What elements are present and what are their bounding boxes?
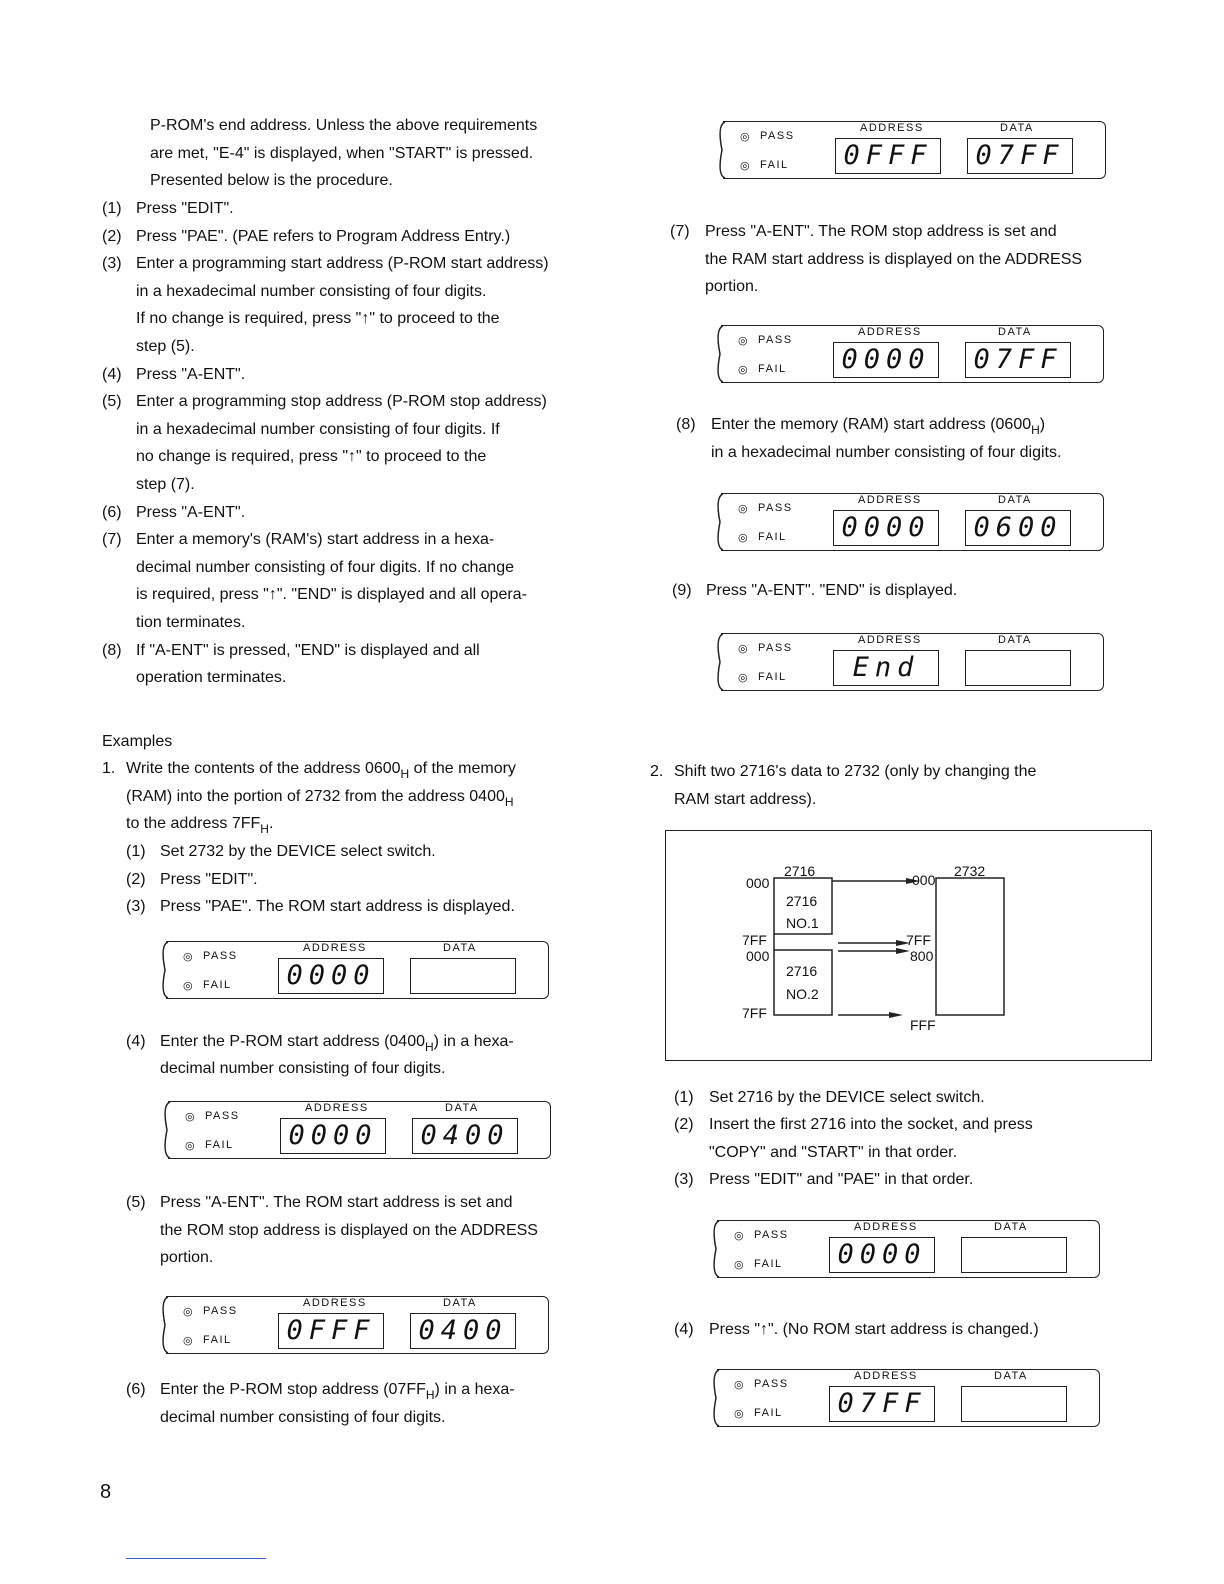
address-display <box>835 138 941 174</box>
pass-label: PASS <box>203 950 238 962</box>
intro-line: are met, "E-4" is displayed, when "START" is pressed. <box>150 144 534 162</box>
step-text: decimal number consisting of four digits. <box>160 1409 446 1426</box>
step-text: Press "EDIT". <box>160 871 258 888</box>
step-1 <box>102 195 592 223</box>
address-map-diagram <box>665 830 1152 1061</box>
step-text: the ROM stop address is displayed on the ADDRESS <box>160 1221 538 1239</box>
fail-indicator-icon: ◎ <box>738 532 748 544</box>
src-2-number: NO.2 <box>786 986 819 1002</box>
address-display <box>829 1237 935 1273</box>
step-text: in a hexadecimal number consisting of four digits. If <box>136 420 500 438</box>
pass-indicator-icon: ◎ <box>740 131 750 143</box>
pass-indicator-icon: ◎ <box>738 335 748 347</box>
step-text: Press "EDIT". <box>136 200 234 217</box>
step-text: the RAM start address is displayed on the ADDRESS <box>705 250 1083 268</box>
dst-chip-label: 2732 <box>954 863 986 879</box>
data-label: DATA <box>443 942 477 954</box>
data-label: DATA <box>994 1370 1028 1382</box>
pass-label: PASS <box>758 642 793 654</box>
dst-7ff: 7FF <box>906 932 931 948</box>
step-text: operation terminates. <box>136 669 287 687</box>
step-text: Enter a programming start address (P-ROM start address) <box>136 255 549 273</box>
step-text: Insert the first 2716 into the socket, and press <box>709 1116 1033 1133</box>
fail-label: FAIL <box>760 159 789 171</box>
fail-label: FAIL <box>754 1258 783 1270</box>
page-number: 8 <box>100 1481 112 1503</box>
address-label: ADDRESS <box>858 494 922 506</box>
step-number: (4) <box>102 365 122 383</box>
step-number: (4) <box>674 1321 694 1338</box>
step-6 <box>102 499 592 527</box>
data-digits: 0600 <box>973 512 1063 543</box>
fail-label: FAIL <box>205 1139 234 1151</box>
step-text: Press "PAE". The ROM start address is displayed. <box>160 898 515 915</box>
address-display <box>833 510 939 546</box>
data-display <box>412 1118 518 1154</box>
pass-indicator-icon: ◎ <box>183 1306 193 1318</box>
fail-label: FAIL <box>203 979 232 991</box>
intro-paragraph <box>150 112 586 195</box>
step-text: decimal number consisting of four digits. If no change <box>136 558 514 576</box>
dst-fff: FFF <box>910 1017 936 1033</box>
fail-indicator-icon: ◎ <box>734 1259 744 1271</box>
pass-indicator-icon: ◎ <box>734 1230 744 1242</box>
pass-indicator-icon: ◎ <box>738 503 748 515</box>
example-1-number: 1. <box>102 760 116 777</box>
step-number: (1) <box>674 1089 694 1106</box>
address-display <box>829 1386 935 1422</box>
pass-label: PASS <box>754 1378 789 1390</box>
step-text: Set 2716 by the DEVICE select switch. <box>709 1089 985 1106</box>
step-text: portion. <box>160 1249 214 1267</box>
fail-label: FAIL <box>758 363 787 375</box>
address-digits: 0FFF <box>286 1315 376 1346</box>
address-digits: 0000 <box>837 1239 927 1270</box>
pass-indicator-icon: ◎ <box>734 1379 744 1391</box>
data-label: DATA <box>445 1102 479 1114</box>
step-text: Press "A-ENT". <box>136 365 246 383</box>
step-text: If "A-ENT" is pressed, "END" is displayed and all <box>136 641 480 659</box>
address-display <box>833 650 939 686</box>
footer-divider <box>126 1558 266 1559</box>
fail-indicator-icon: ◎ <box>734 1408 744 1420</box>
address-digits: End <box>852 652 920 683</box>
step-text: Enter a programming stop address (P-ROM stop address) <box>136 393 547 411</box>
address-label: ADDRESS <box>303 1297 367 1309</box>
step-number: (3) <box>102 255 122 273</box>
address-digits: 0000 <box>286 960 376 991</box>
procedure-list <box>102 195 592 692</box>
fail-label: FAIL <box>758 531 787 543</box>
address-label: ADDRESS <box>860 122 924 134</box>
step-number: (4) <box>126 1033 146 1050</box>
data-label: DATA <box>443 1297 477 1309</box>
examples-heading: Examples <box>102 733 173 750</box>
src-chip-label: 2716 <box>784 863 816 879</box>
data-display <box>961 1386 1067 1422</box>
data-display <box>410 958 516 994</box>
fail-indicator-icon: ◎ <box>185 1140 195 1152</box>
fail-label: FAIL <box>758 671 787 683</box>
address-digits: 07FF <box>837 1388 927 1419</box>
display-panel-ex2-pae <box>709 1220 1101 1278</box>
fail-label: FAIL <box>203 1334 232 1346</box>
address-label: ADDRESS <box>854 1221 918 1233</box>
data-display <box>961 1237 1067 1273</box>
step-text: "COPY" and "START" in that order. <box>709 1143 958 1161</box>
intro-line: P-ROM's end address. Unless the above requirements <box>150 117 538 134</box>
step-text: decimal number consisting of four digits. <box>160 1060 446 1077</box>
addr-000: 000 <box>746 875 770 891</box>
data-display <box>965 510 1071 546</box>
address-digits: 0FFF <box>843 140 933 171</box>
step-text: Enter a memory's (RAM's) start address in a hexa- <box>136 531 495 549</box>
step-text: Enter the P-ROM start address $(0400_H)$ in a hexa- <box>160 1033 514 1054</box>
example-1-line: to the address $7FF_H$. <box>126 815 274 836</box>
step-8 <box>102 637 592 692</box>
example-1-line: (RAM) into the portion of 2732 from the address $0400_H$ <box>126 788 514 809</box>
pass-label: PASS <box>758 334 793 346</box>
src-1-number: NO.1 <box>786 915 819 931</box>
pass-label: PASS <box>203 1305 238 1317</box>
step-number: (2) <box>102 227 122 245</box>
pass-label: PASS <box>205 1110 240 1122</box>
address-label: ADDRESS <box>858 326 922 338</box>
step-text: Press "EDIT" and "PAE" in that order. <box>709 1171 974 1188</box>
step-text: tion terminates. <box>136 613 246 631</box>
address-display <box>278 958 384 994</box>
step-number: (8) <box>102 641 122 659</box>
example-2-text <box>674 758 1129 813</box>
src-1-name: 2716 <box>786 893 818 909</box>
display-panel-p-rom-start <box>160 1101 552 1159</box>
address-label: ADDRESS <box>858 634 922 646</box>
step-text: portion. <box>705 278 759 296</box>
step-text: is required, press "↑". "END" is displayed and all opera- <box>136 586 527 604</box>
data-digits: 0400 <box>420 1120 510 1151</box>
src-2-name: 2716 <box>786 963 818 979</box>
step-4 <box>102 361 592 389</box>
data-label: DATA <box>998 494 1032 506</box>
step-text: Press "A-ENT". <box>136 503 246 521</box>
step-text: in a hexadecimal number consisting of four digits. <box>136 282 487 300</box>
fail-label: FAIL <box>754 1407 783 1419</box>
step-text-block <box>709 1111 1124 1166</box>
step-text: Enter the memory (RAM) start address $(0600_H)$ <box>711 416 1046 437</box>
step-text: Enter the P-ROM stop address $(07FF_H)$ in a hexa- <box>160 1381 515 1402</box>
step-number: (3) <box>126 898 146 915</box>
data-display <box>410 1313 516 1349</box>
step-number: (2) <box>126 871 146 888</box>
intro-line: Presented below is the procedure. <box>150 172 393 190</box>
address-label: ADDRESS <box>303 942 367 954</box>
data-display <box>965 650 1071 686</box>
step-number: (9) <box>672 582 692 599</box>
display-panel-pae <box>158 941 550 999</box>
display-panel-ram-start <box>713 493 1105 551</box>
step-7 <box>102 526 592 636</box>
step-number: (5) <box>102 393 122 411</box>
step-number: (3) <box>674 1171 694 1188</box>
step-number: (1) <box>102 200 122 217</box>
pass-indicator-icon: ◎ <box>738 643 748 655</box>
step-number: (7) <box>102 531 122 549</box>
pass-indicator-icon: ◎ <box>183 951 193 963</box>
step-3 <box>102 250 592 360</box>
step-number: (6) <box>102 503 122 521</box>
display-panel-ex2-up <box>709 1369 1101 1427</box>
step-text: in a hexadecimal number consisting of four digits. <box>711 444 1062 461</box>
step-text: step (5). <box>136 337 195 355</box>
step-5 <box>102 388 592 498</box>
display-panel-rom-stop <box>158 1296 550 1354</box>
display-panel-top-right <box>715 121 1107 179</box>
dst-000: 000 <box>912 872 936 888</box>
step-text: Press "↑". (No ROM start address is changed.) <box>709 1321 1039 1338</box>
step-text: If no change is required, press "↑" to proceed to the <box>136 310 500 328</box>
example-1-line: Write the contents of the address $0600_H$ of the memory <box>126 760 516 781</box>
step-text-block <box>705 218 1131 301</box>
address-display <box>280 1118 386 1154</box>
address-digits: 0000 <box>841 344 931 375</box>
step-number: (2) <box>674 1116 694 1133</box>
addr-7ff: 7FF <box>742 932 767 948</box>
example-2-line: RAM start address). <box>674 790 817 808</box>
fail-indicator-icon: ◎ <box>740 160 750 172</box>
addr-000: 000 <box>746 948 770 964</box>
fail-indicator-icon: ◎ <box>738 672 748 684</box>
pass-label: PASS <box>754 1229 789 1241</box>
address-digits: 0000 <box>288 1120 378 1151</box>
address-label: ADDRESS <box>305 1102 369 1114</box>
fail-indicator-icon: ◎ <box>183 1335 193 1347</box>
step-number: (5) <box>126 1194 146 1211</box>
data-label: DATA <box>998 634 1032 646</box>
data-digits: 07FF <box>975 140 1065 171</box>
example-2-line: Shift two 2716's data to 2732 (only by changing the <box>674 763 1037 780</box>
data-label: DATA <box>1000 122 1034 134</box>
dst-800: 800 <box>910 948 934 964</box>
pass-label: PASS <box>760 130 795 142</box>
address-digits: 0000 <box>841 512 931 543</box>
step-text: Press "PAE". (PAE refers to Program Address Entry.) <box>136 227 511 245</box>
step-text: Press "A-ENT". The ROM start address is set and <box>160 1194 513 1211</box>
address-display <box>278 1313 384 1349</box>
data-digits: 07FF <box>973 344 1063 375</box>
data-display <box>965 342 1071 378</box>
step-text: Set 2732 by the DEVICE select switch. <box>160 843 436 860</box>
step-2 <box>102 223 592 251</box>
pass-label: PASS <box>758 502 793 514</box>
data-label: DATA <box>998 326 1032 338</box>
data-label: DATA <box>994 1221 1028 1233</box>
step-text: Press "A-ENT". "END" is displayed. <box>706 582 958 599</box>
fail-indicator-icon: ◎ <box>738 364 748 376</box>
data-digits: 0400 <box>418 1315 508 1346</box>
display-panel-end <box>713 633 1105 691</box>
fail-indicator-icon: ◎ <box>183 980 193 992</box>
step-text-block <box>160 1189 586 1272</box>
example-2-number: 2. <box>650 763 664 780</box>
step-number: (6) <box>126 1381 146 1398</box>
step-number: (1) <box>126 843 146 860</box>
addr-7ff: 7FF <box>742 1005 767 1021</box>
pass-indicator-icon: ◎ <box>185 1111 195 1123</box>
display-panel-after-a-ent <box>713 325 1105 383</box>
step-number: (7) <box>670 223 690 240</box>
data-display <box>967 138 1073 174</box>
address-label: ADDRESS <box>854 1370 918 1382</box>
step-text: Press "A-ENT". The ROM stop address is set and <box>705 223 1057 240</box>
step-text: no change is required, press "↑" to proceed to the <box>136 448 487 466</box>
step-text: step (7). <box>136 475 195 493</box>
step-number: (8) <box>676 416 696 433</box>
address-display <box>833 342 939 378</box>
